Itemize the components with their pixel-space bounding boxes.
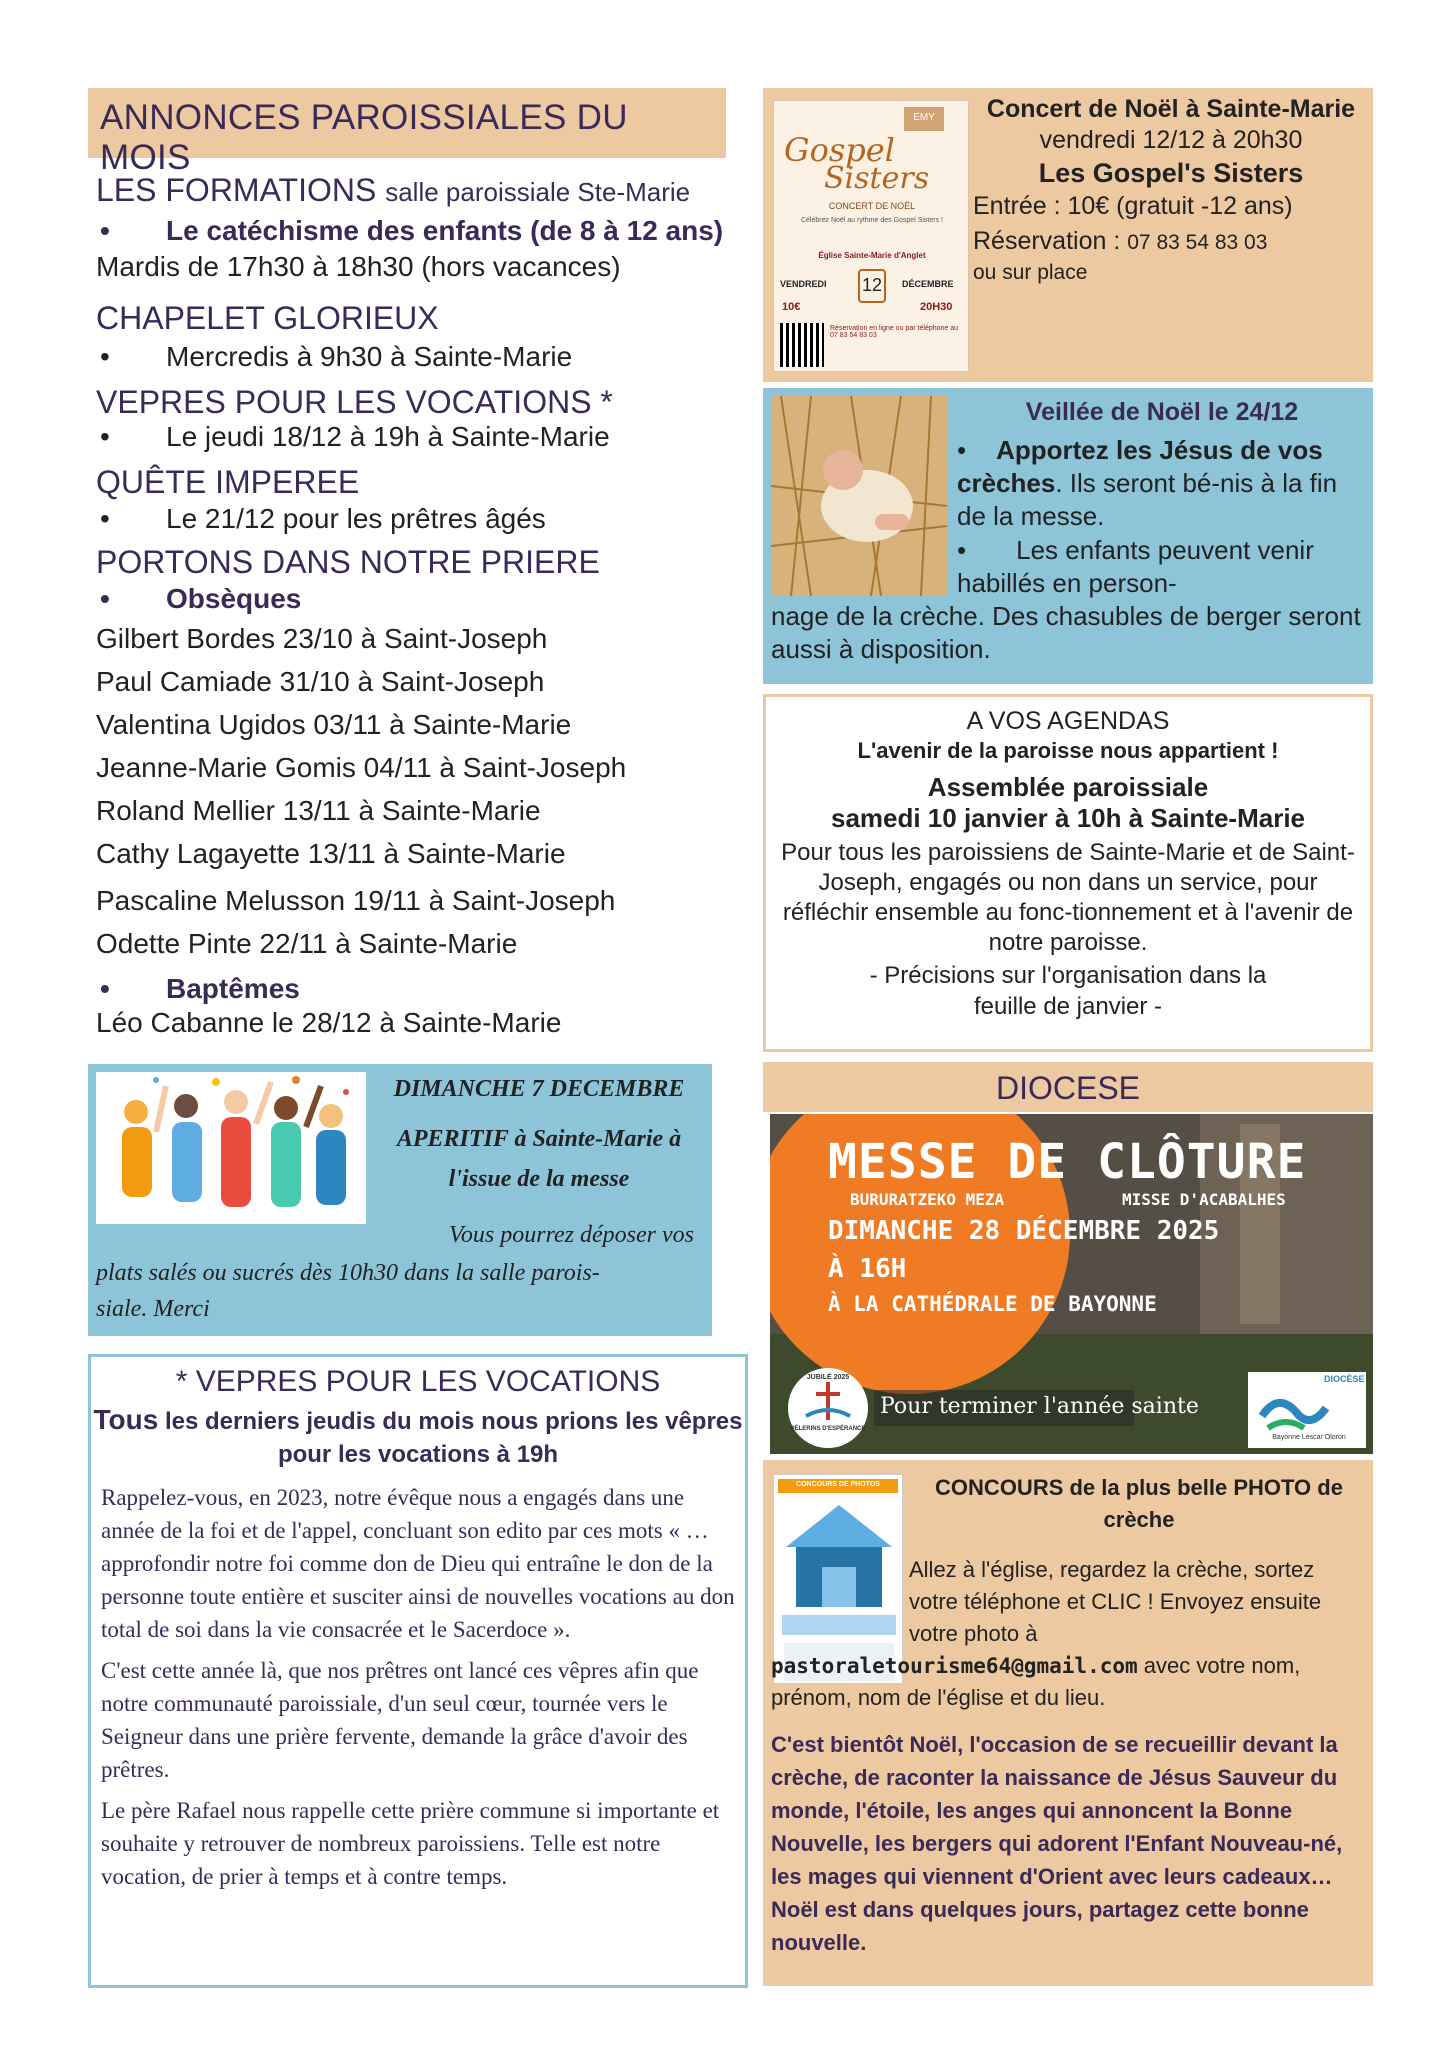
party-illustration	[96, 1072, 366, 1224]
obseques-label: • Obsèques	[96, 583, 736, 615]
baby-jesus-photo	[771, 396, 947, 596]
poster-small-1: Célébrez Noël au rythme des Gospel Sisters !	[800, 217, 943, 224]
obseques-item: Paul Camiade 31/10 à Saint-Joseph	[96, 666, 545, 697]
quete-title: QUÊTE IMPEREE	[96, 464, 360, 500]
concert-date: vendredi 12/12 à 20h30	[1039, 126, 1303, 154]
aperitif-line3: Vous pourrez déposer vos	[448, 1222, 694, 1248]
poster-small-2: Église Sainte-Marie d'Anglet	[818, 251, 926, 260]
portons-title: PORTONS DANS NOTRE PRIERE	[96, 544, 600, 580]
obseques-item: Gilbert Bordes 23/10 à Saint-Joseph	[96, 623, 548, 654]
veillee-b2-cont: nage de la crèche. Des chasubles de berger seront aussi à disposition.	[771, 601, 1361, 664]
concours-box	[763, 1460, 1373, 1986]
obseques-item: Pascaline Melusson 19/11 à Saint-Joseph	[96, 885, 616, 916]
concours-body-1: Allez à l'église, regardez la crèche, sortez votre téléphone et CLIC ! Envoyez ensuite votre photo à	[909, 1557, 1322, 1646]
formations-subtitle: salle paroissiale Ste-Marie	[385, 177, 691, 207]
diocese-logo-sub: Bayonne Lescar Oloron	[1272, 1434, 1346, 1441]
messe-tagline: Pour terminer l'année sainte	[880, 1394, 1199, 1419]
agenda-note: - Précisions sur l'organisation dans la feuille de janvier -	[869, 962, 1267, 1020]
veillee-b2: Les enfants peuvent venir habillés en person-	[957, 535, 1314, 598]
vepres-para-1: Rappelez-vous, en 2023, notre évêque nous a engagés dans une année de la foi et de l'appel, concluant son edito par ces mots « … approfondir notre foi comme don de Dieu qui entraîne le don de la personne toute entière et susciter ainsi de nouvelles vocations au don total de soi dans la vie consacrée et le Sacerdoce ».	[101, 1485, 735, 1642]
jubile-text: PÈLERINS D'ESPÉRANCE	[790, 1426, 866, 1432]
quete-bullet: • Le 21/12 pour les prêtres âgés	[96, 503, 736, 535]
veillee-bullet-2: • Les enfants peuvent venir habillés en person-	[957, 535, 1314, 598]
obseques-item: Valentina Ugidos 03/11 à Sainte-Marie	[96, 709, 572, 740]
poster-daynum: 12	[858, 269, 886, 303]
obseques-item: Odette Pinte 22/11 à Sainte-Marie	[96, 928, 518, 959]
poster-day: VENDREDI	[780, 279, 827, 289]
concert-group: Les Gospel's Sisters	[1038, 158, 1304, 188]
vepres-title: VEPRES POUR LES VOCATIONS *	[96, 384, 613, 420]
veillee-title: Veillée de Noël le 24/12	[1025, 398, 1299, 426]
messe-time: À 16H	[828, 1254, 907, 1284]
quete-section	[96, 464, 736, 535]
vepres-box-sub-big: Tous	[93, 1404, 159, 1435]
poster-resa: Réservation en ligne ou par téléphone au 07 83 54 83 03	[830, 325, 959, 339]
diocese-heading: DIOCESE	[763, 1062, 1373, 1112]
obseques-list	[96, 617, 736, 965]
agenda-when: samedi 10 janvier à 10h à Sainte-Marie	[830, 803, 1306, 833]
catechisme-detail: Mardis de 17h30 à 18h30 (hors vacances)	[96, 251, 621, 282]
poster-month: DÉCEMBRE	[902, 279, 954, 289]
veillee-bullet-1: • Apportez les Jésus de vos crèches. Ils seront bé-nis à la fin de la messe.	[957, 435, 1338, 531]
obseques-item: Jeanne-Marie Gomis 04/11 à Saint-Joseph	[96, 752, 627, 783]
vepres-box-subtitle	[91, 1403, 745, 1471]
concert-reservation-label: Réservation :	[973, 227, 1121, 255]
concours-noel-text: C'est bientôt Noël, l'occasion de se recueillir devant la crèche, de raconter la naissance de Jésus Sauveur du monde, l'étoile, les anges qui annoncent la Bonne Nouvelle, les bergers qui adorent l'Enfant Nouveau-né, les mages qui viennent d'Orient avec leurs cadeaux… Noël est dans quelques jours, partagez cette bonne nouvelle.	[771, 1732, 1343, 1955]
aperitif-date: DIMANCHE 7 DECEMBRE	[393, 1076, 685, 1102]
concert-onsite: ou sur place	[973, 261, 1088, 284]
agenda-box	[763, 694, 1373, 1052]
page-title: ANNONCES PAROISSIALES DU MOIS	[88, 88, 726, 158]
vepres-bullet: • Le jeudi 18/12 à 19h à Sainte-Marie	[96, 421, 736, 453]
vepres-vocations-box	[88, 1354, 748, 1988]
gospel-poster-image	[773, 100, 969, 372]
portons-section	[96, 544, 736, 1039]
vepres-box-title: * VEPRES POUR LES VOCATIONS	[175, 1365, 661, 1398]
vepres-box-sub-rest: les derniers jeudis du mois nous prions les vêpres	[164, 1408, 743, 1435]
poster-time: 20H30	[920, 301, 953, 313]
concours-body-2-wrap	[771, 1650, 1369, 1714]
formations-title: LES FORMATIONS	[96, 172, 377, 208]
aperitif-box	[88, 1064, 712, 1336]
messe-sub-2: MISSE D'ACABALHES	[1122, 1190, 1286, 1209]
agenda-desc: Pour tous les paroissiens de Sainte-Marie et de Saint-Joseph, engagés ou non dans un service, pour réfléchir ensemble au fonc-tionnement et à l'avenir de notre paroisse.	[781, 839, 1355, 956]
concours-poster-title: CONCOURS DE PHOTOS	[778, 1479, 898, 1493]
aperitif-line2: l'issue de la messe	[448, 1166, 630, 1192]
veillee-box	[763, 388, 1373, 684]
agenda-label: A VOS AGENDAS	[966, 707, 1170, 735]
vepres-section	[96, 384, 736, 453]
concert-title: Concert de Noël à Sainte-Marie	[986, 95, 1356, 123]
vepres-para-2: C'est cette année là, que nos prêtres ont lancé ces vêpres afin que notre communauté paroissiale, d'un seul cœur, tournée vers le Seigneur dans une prière fervente, demande la grâce d'avoir des prêtres.	[101, 1658, 699, 1782]
diocese-logo-text: DIOCÈSE	[1324, 1374, 1365, 1384]
catechisme-bullet: • Le catéchisme des enfants (de 8 à 12 ans)	[96, 215, 736, 247]
concert-phone: 07 83 54 83 03	[1127, 231, 1268, 254]
obseques-item: Cathy Lagayette 13/11 à Sainte-Marie	[96, 838, 566, 869]
vepres-para-3: Le père Rafael nous rappelle cette prière commune si importante et souhaite y retrouver de nombreux paroissiens. Telle est notre vocation, de prier à temps et à contre temps.	[101, 1798, 720, 1889]
concert-reservation	[973, 224, 1369, 260]
messe-place: À LA CATHÉDRALE DE BAYONNE	[828, 1292, 1157, 1316]
concours-body-2: avec votre nom, prénom, nom de l'église et du lieu.	[771, 1653, 1301, 1710]
qr-code-icon	[780, 323, 824, 367]
messe-date: DIMANCHE 28 DÉCEMBRE 2025	[828, 1216, 1220, 1246]
vepres-box-sub-line2: pour les vocations à 19h	[277, 1441, 559, 1468]
poster-script-2: Sisters	[824, 161, 930, 196]
agenda-event: Assemblée paroissiale	[927, 772, 1209, 802]
chapelet-section	[96, 300, 736, 373]
concert-text	[973, 94, 1369, 286]
baptemes-label: • Baptêmes	[96, 973, 736, 1005]
concert-price: Entrée : 10€ (gratuit -12 ans)	[973, 192, 1293, 220]
agenda-tagline: L'avenir de la paroisse nous appartient !	[857, 738, 1279, 763]
baptemes-item: Léo Cabanne le 28/12 à Sainte-Marie	[96, 1007, 562, 1038]
concours-title: CONCOURS de la plus belle PHOTO de crèche	[935, 1475, 1343, 1532]
poster-banner: CONCERT DE NOËL	[828, 201, 916, 211]
jubile-logo	[788, 1368, 868, 1448]
poster-price: 10€	[782, 301, 801, 313]
concours-email: pastoraletourisme64@gmail.com	[771, 1654, 1138, 1678]
aperitif-line1: APERITIF à Sainte-Marie à	[396, 1126, 682, 1152]
formations-section	[96, 172, 736, 283]
aperitif-line5: siale. Merci	[96, 1296, 210, 1322]
chapelet-bullet: • Mercredis à 9h30 à Sainte-Marie	[96, 341, 736, 373]
aperitif-line4: plats salés ou sucrés dès 10h30 dans la salle parois-	[96, 1260, 600, 1286]
messe-cloture-image	[770, 1114, 1373, 1454]
diocese-logo	[1248, 1372, 1366, 1448]
concert-box	[763, 88, 1373, 382]
jubile-top: JUBILÉ 2025	[806, 1374, 850, 1381]
formations-heading	[96, 172, 736, 209]
obseques-item: Roland Mellier 13/11 à Sainte-Marie	[96, 795, 541, 826]
veillee-b1-rest: . Ils seront bé-nis à la fin de la messe.	[957, 468, 1338, 531]
veillee-b1-bold: Apportez les Jésus de vos crèches	[957, 435, 1323, 498]
messe-sub-1: BURURATZEKO MEZA	[850, 1190, 1005, 1209]
poster-script-1: Gospel	[784, 131, 895, 169]
chapelet-title: CHAPELET GLORIEUX	[96, 300, 439, 336]
poster-logo: EMY	[904, 107, 944, 131]
messe-title: MESSE DE CLÔTURE	[828, 1134, 1307, 1190]
